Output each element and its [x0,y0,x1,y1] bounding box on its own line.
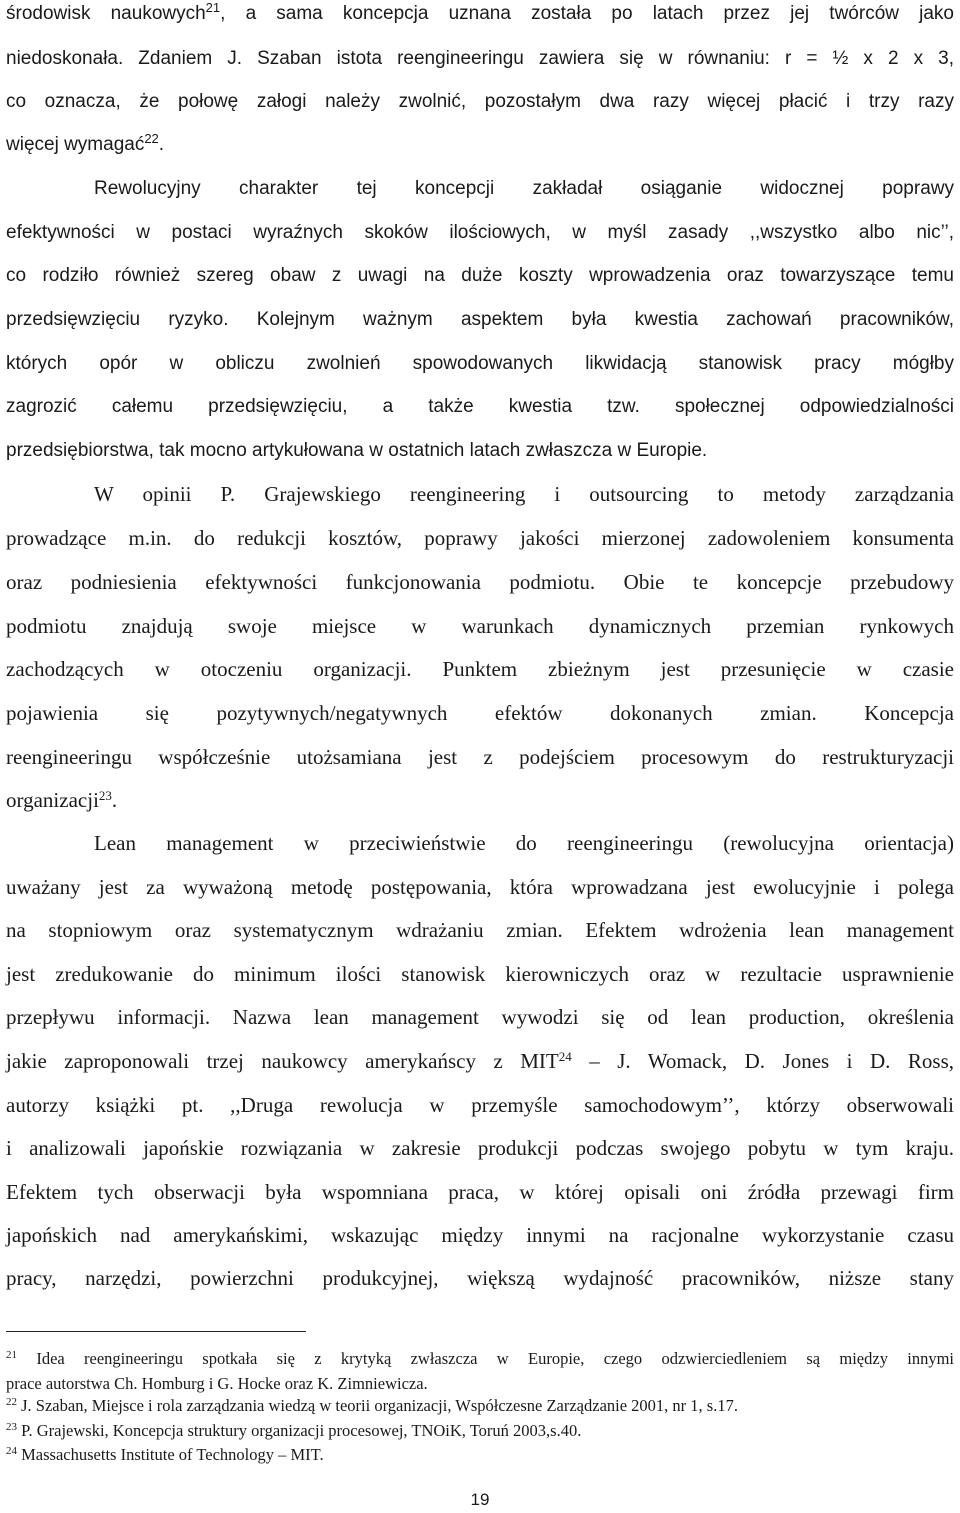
line-text: jakie zaproponowali trzej naukowcy amerykańscy z MIT [6,1049,559,1073]
text-line [6,568,954,596]
line-text: zagrozić całemu przedsięwzięciu, a także kwestia tzw. społecznej odpowiedzialności [6,396,954,417]
line-text: i analizowali japońskie rozwiązania w zakresie produkcji podczas swojego pobytu w tym kraju. [6,1136,954,1160]
line-text: co oznacza, że połowę załogi należy zwolnić, pozostałym dwa razy więcej płacić i trzy razy [6,91,954,112]
footnote-number: 21 [6,1348,17,1361]
line-text: organizacji [6,788,99,812]
line-text: co rodziło również szereg obaw z uwagi na duże koszty wprowadzenia oraz towarzyszące temu [6,265,954,286]
line-text: pracy, narzędzi, powierzchni produkcyjnej, większą wydajność pracowników, niższe stany [6,1266,954,1290]
line-text: japońskich nad amerykańskimi, wskazując między innymi na racjonalne wykorzystanie czasu [6,1223,954,1247]
line-text: Efektem tych obserwacji była wspomniana praca, w której opisali oni źródła przewagi firm [6,1180,954,1204]
footnote-line [6,1395,954,1416]
line-text: P. Grajewski, Koncepcja struktury organizacji procesowej, TNOiK, Toruń 2003,s.40. [21,1421,582,1440]
line-text: Lean management w przeciwieństwie do reengineeringu (rewolucyjna orientacja) [94,831,954,855]
line-text: Massachusetts Institute of Technology – MIT. [21,1445,324,1464]
text-line [6,1178,954,1206]
text-line [6,524,954,552]
line-text: J. Szaban, Miejsce i rola zarządzania wiedzą w teorii organizacji, Współczesne Zarządzanie 2001, nr 1, s.17. [21,1396,738,1415]
text-line [6,131,954,159]
line-text: efektywności w postaci wyraźnych skoków ilościowych, w myśl zasady ,,wszystko albo nic’’, [6,222,954,243]
text-line [6,219,954,247]
text-line [6,612,954,640]
text-line [6,1091,954,1119]
text-line [6,1221,954,1249]
line-text: W opinii P. Grajewskiego reengineering i outsourcing to metody zarządzania [94,482,954,506]
text-line [6,786,954,814]
text-line [94,829,954,857]
text-line [6,350,954,378]
line-text: środowisk naukowych [6,3,206,24]
text-line [94,480,954,508]
footnote-number: 24 [6,1444,17,1457]
footnote-reference: 22 [144,130,159,146]
text-line [6,306,954,334]
text-line [6,437,954,465]
page-number: 19 [470,1490,490,1509]
line-text: Rewolucyjny charakter tej koncepcji zakładał osiąganie widocznej poprawy [94,178,954,199]
line-text: zachodzących w otoczeniu organizacji. Punktem zbieżnym jest przesunięcie w czasie [6,657,954,681]
line-text: przedsięwzięciu ryzyko. Kolejnym ważnym aspektem była kwestia zachowań pracowników, [6,309,954,330]
line-text: pojawienia się pozytywnych/negatywnych efektów dokonanych zmian. Koncepcja [6,701,954,725]
footnote-line [6,1373,954,1394]
text-line [6,699,954,727]
line-text: na stopniowym oraz systematycznym wdrażaniu zmian. Efektem wdrożenia lean management [6,918,954,942]
text-line [6,0,954,28]
footnote-reference: 24 [558,1048,572,1064]
line-text: prowadzące m.in. do redukcji kosztów, poprawy jakości mierzonej zadowoleniem konsumenta [6,526,954,550]
line-text: przepływu informacji. Nazwa lean management wywodzi się od lean production, określenia [6,1005,954,1029]
text-line [6,88,954,116]
footnote-number: 23 [6,1420,17,1433]
text-line [6,873,954,901]
text-line [6,743,954,771]
line-text-after-reference: – J. Womack, D. Jones i D. Ross, [571,1049,955,1073]
line-text: więcej wymagać [6,134,145,155]
line-text: jest zredukowanie do minimum ilości stanowisk kierowniczych oraz w rezultacie usprawnienie [6,962,954,986]
footnote-reference: 21 [205,0,221,15]
text-line [6,393,954,421]
line-text: prace autorstwa Ch. Homburg i G. Hocke oraz K. Zimniewicza. [6,1374,428,1393]
text-line [6,1003,954,1031]
text-line [6,45,954,73]
footnote-line [6,1420,954,1441]
text-line [6,916,954,944]
text-line [6,655,954,683]
footnote-number: 22 [6,1395,17,1408]
line-text-after-reference: . [111,788,118,812]
footnote-line [6,1348,954,1369]
line-text: reengineeringu współcześnie utożsamiana jest z podejściem procesowym do restrukturyzacji [6,745,954,769]
footnote-reference: 23 [98,787,112,803]
text-line [94,175,954,203]
text-line [6,960,954,988]
line-text: autorzy książki pt. ,,Druga rewolucja w przemyśle samochodowym’’, którzy obserwowali [6,1093,954,1117]
line-text: uważany jest za wyważoną metodę postępowania, która wprowadzana jest ewolucyjnie i polega [6,875,954,899]
line-text: których opór w obliczu zwolnień spowodowanych likwidacją stanowisk pracy mógłby [6,353,954,374]
text-line [6,262,954,290]
line-text: Idea reengineeringu spotkała się z krytyką zwłaszcza w Europie, czego odzwierciedleniem są między innymi [36,1349,955,1368]
line-text: przedsiębiorstwa, tak mocno artykułowana w ostatnich latach zwłaszcza w Europie. [6,440,708,461]
line-text: niedoskonała. Zdaniem J. Szaban istota reengineeringu zawiera się w równaniu: r = ½ x 2 x 3, [6,48,954,69]
line-text-after-reference: . [158,134,165,155]
line-text: podmiotu znajdują swoje miejsce w warunkach dynamicznych przemian rynkowych [6,614,954,638]
line-text-after-reference: , a sama koncepcja uznana została po latach przez jej twórców jako [220,3,954,24]
footnote-line [6,1444,954,1465]
footnote-separator [6,1331,306,1332]
line-text: oraz podniesienia efektywności funkcjonowania podmiotu. Obie te koncepcje przebudowy [6,570,954,594]
text-line [6,1264,954,1292]
text-line [6,1047,954,1075]
text-line [6,1134,954,1162]
